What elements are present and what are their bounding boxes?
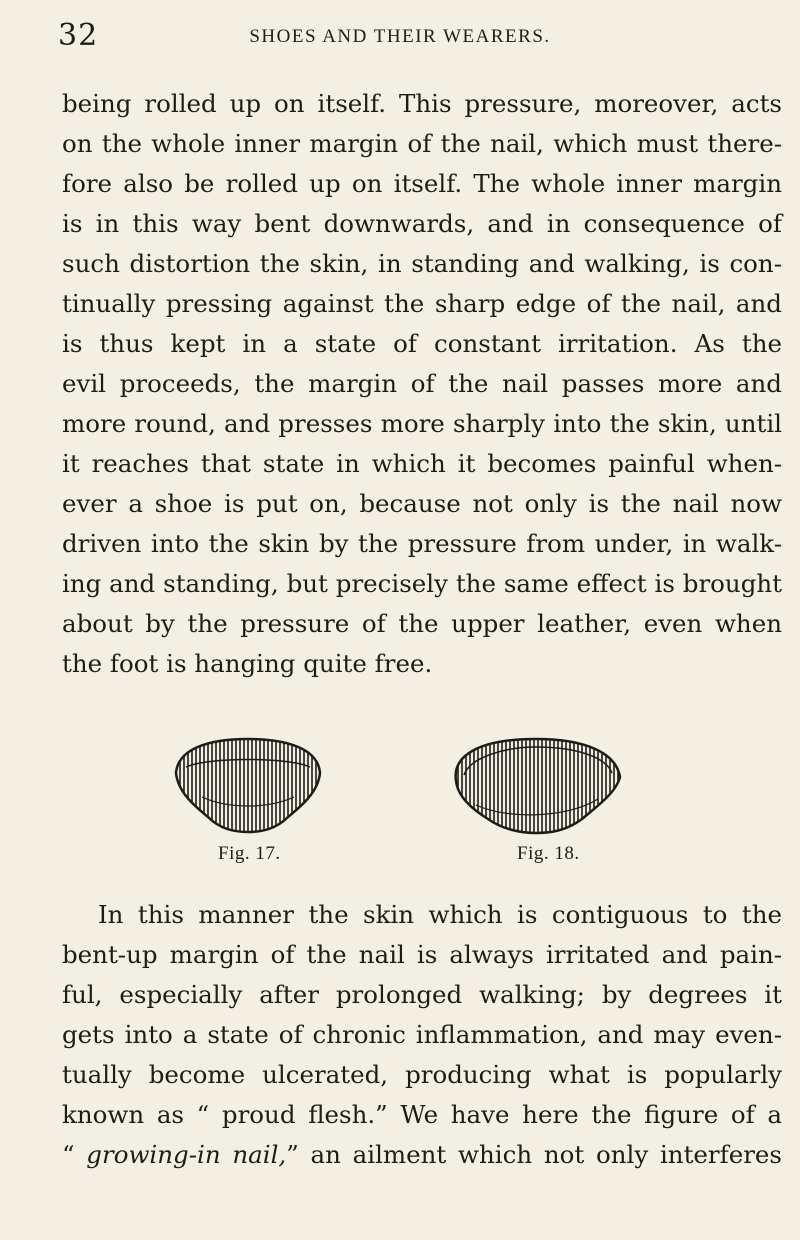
text-line: the foot is hanging quite free. bbox=[62, 649, 433, 678]
text-line: such distortion the skin, in standing and walking, is con- bbox=[62, 249, 782, 278]
text-line bbox=[62, 1135, 782, 1175]
line-remainder: ” an ailment which not only interferes bbox=[286, 1140, 782, 1169]
figure-17-illustration bbox=[168, 735, 328, 835]
text-line: is in this way bent downwards, and in consequence of bbox=[62, 209, 782, 238]
page-number: 32 bbox=[58, 18, 99, 53]
figure-18-illustration bbox=[446, 735, 626, 835]
text-line: ful, especially after prolonged walking; by degrees it bbox=[62, 980, 782, 1009]
text-line: fore also be rolled up on itself. The whole inner margin bbox=[62, 169, 782, 198]
figure-18-caption: Fig. 18. bbox=[517, 843, 580, 864]
text-line: about by the pressure of the upper leather, even when bbox=[62, 609, 782, 638]
running-head: SHOES AND THEIR WEARERS. bbox=[249, 26, 551, 47]
text-line: on the whole inner margin of the nail, which must there- bbox=[62, 129, 782, 158]
figure-17-caption: Fig. 17. bbox=[218, 843, 281, 864]
text-line: it reaches that state in which it becomes painful when- bbox=[62, 449, 782, 478]
text-line: ever a shoe is put on, because not only is the nail now bbox=[62, 489, 782, 518]
text-line: In this manner the skin which is contiguous to the bbox=[98, 900, 782, 929]
text-line: more round, and presses more sharply into the skin, until bbox=[62, 409, 782, 438]
text-line: being rolled up on itself. This pressure, moreover, acts bbox=[62, 89, 782, 118]
italic-term: growing-in nail, bbox=[86, 1140, 287, 1169]
text-line: ing and standing, but precisely the same effect is brought bbox=[62, 569, 782, 598]
text-line: tually become ulcerated, producing what is popularly bbox=[62, 1060, 782, 1089]
text-line: known as “ proud flesh.” We have here the figure of a bbox=[62, 1100, 782, 1129]
text-line: evil proceeds, the margin of the nail passes more and bbox=[62, 369, 782, 398]
text-line: bent-up margin of the nail is always irritated and pain- bbox=[62, 940, 782, 969]
text-line: tinually pressing against the sharp edge of the nail, and bbox=[62, 289, 782, 318]
text-line: gets into a state of chronic inflammation, and may even- bbox=[62, 1020, 782, 1049]
paragraph-1 bbox=[62, 84, 782, 684]
text-line: is thus kept in a state of constant irritation. As the bbox=[62, 329, 782, 358]
open-quote: “ bbox=[62, 1140, 87, 1169]
text-line: driven into the skin by the pressure from under, in walk- bbox=[62, 529, 782, 558]
paragraph-2 bbox=[62, 895, 782, 1175]
